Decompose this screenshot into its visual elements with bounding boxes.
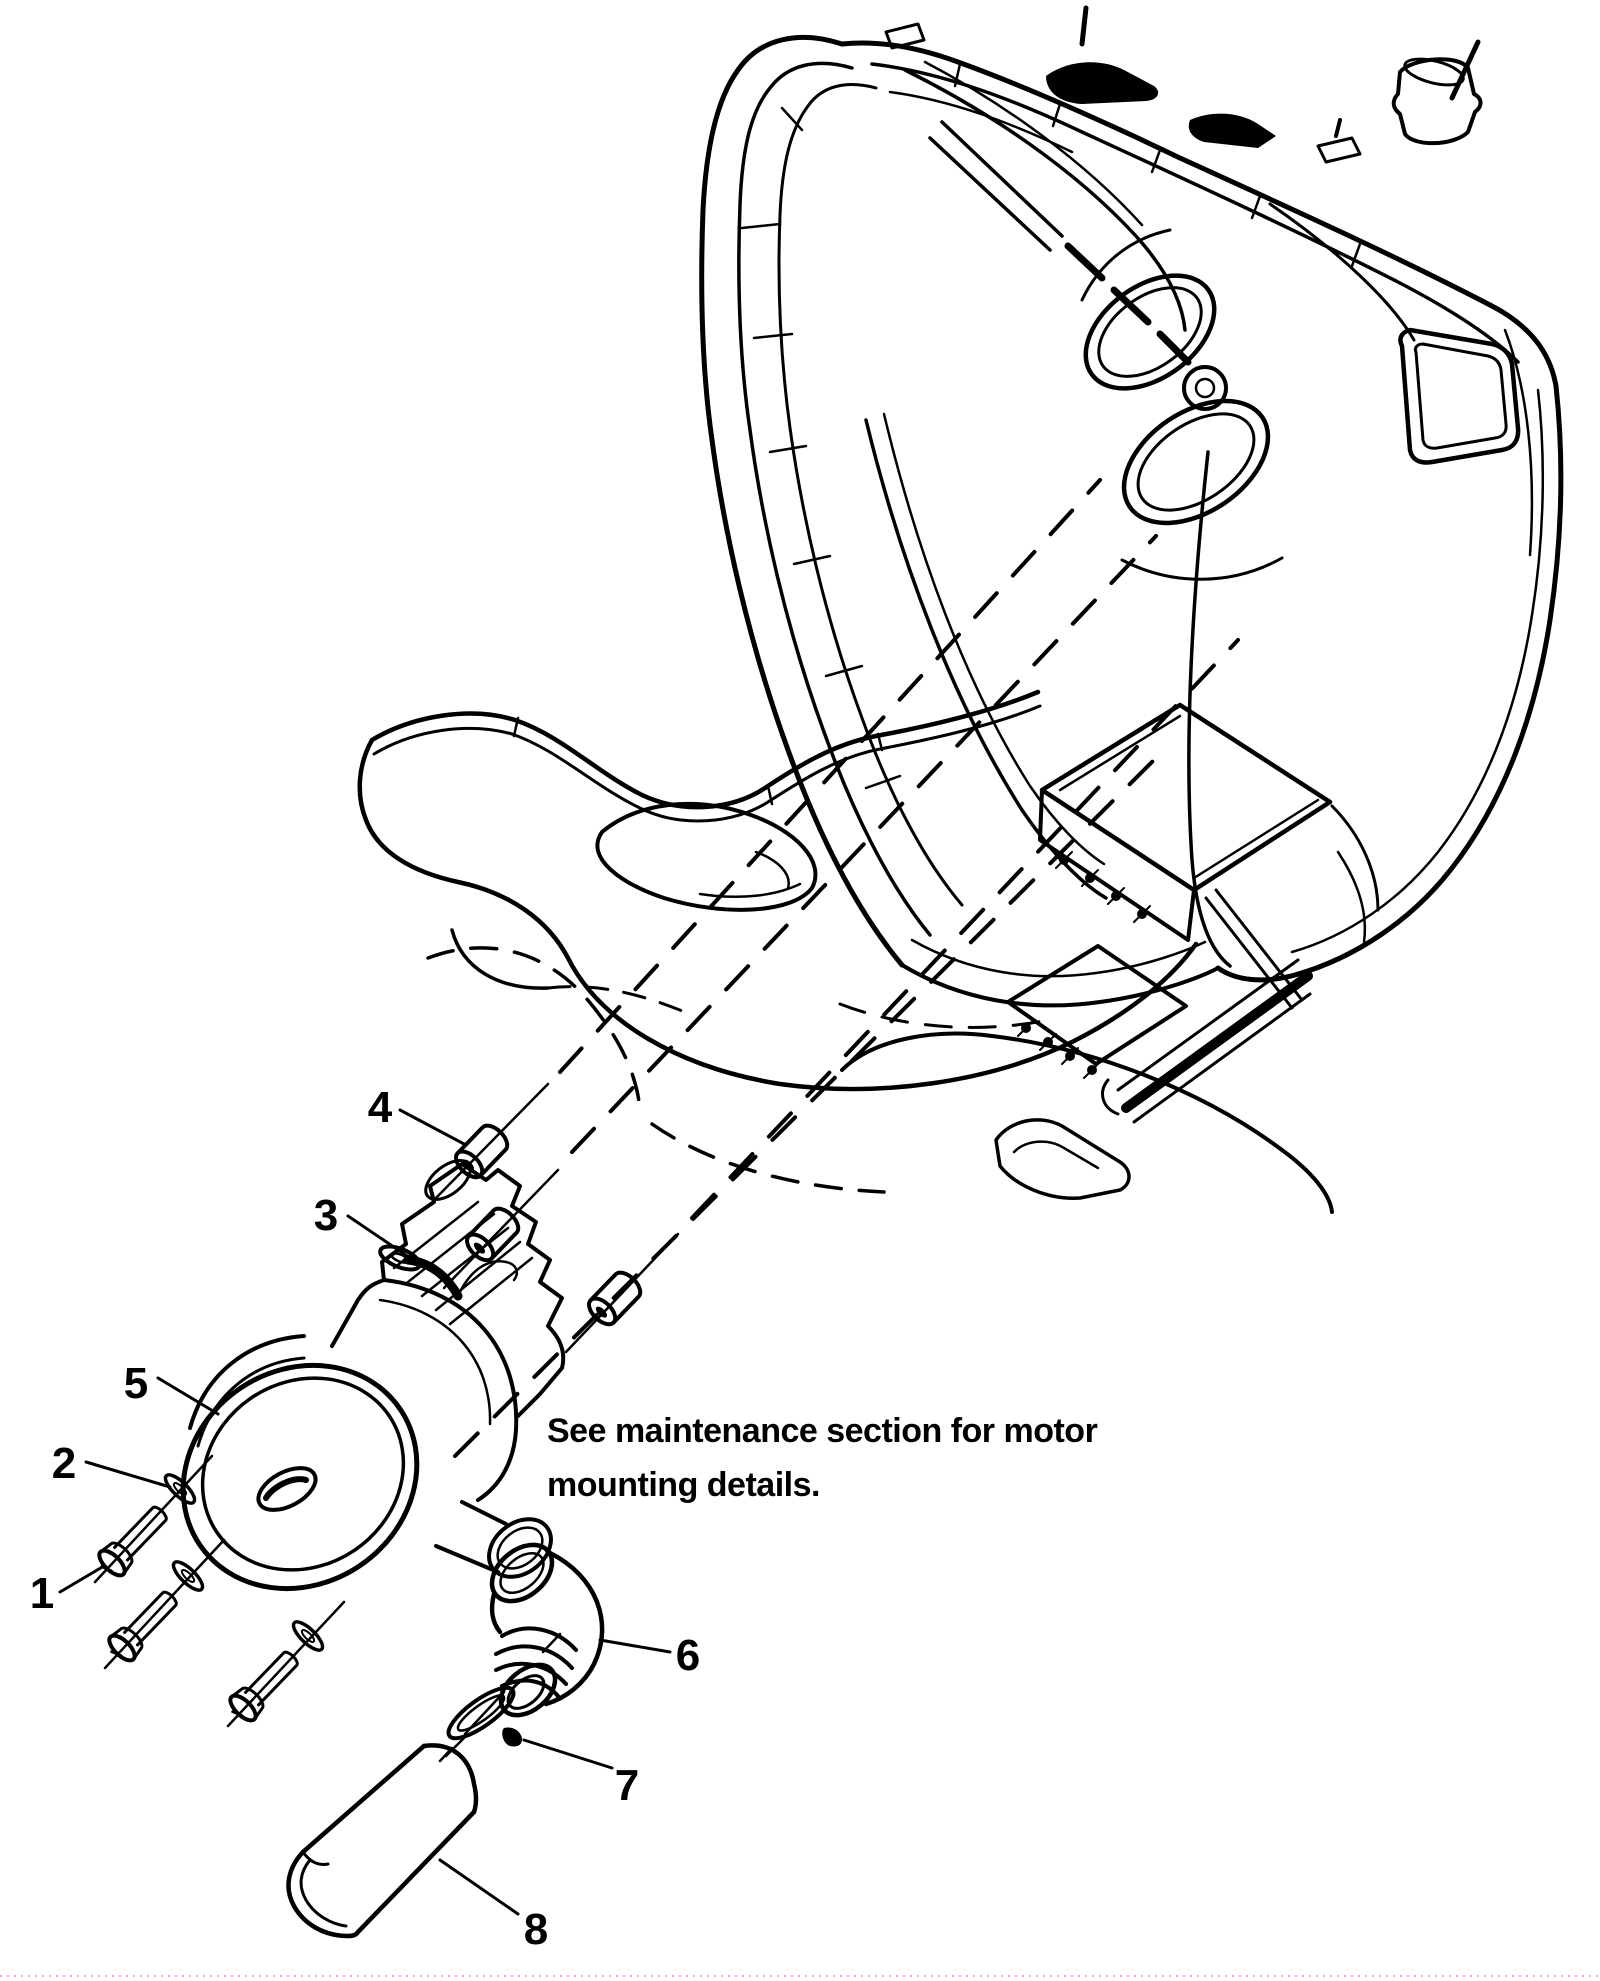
maintenance-note — [547, 1412, 1098, 1504]
callout-leaders — [60, 1110, 670, 1914]
machine-body — [360, 8, 1561, 1212]
note-line-1: See maintenance section for motor — [547, 1412, 1098, 1450]
projection-line — [560, 480, 1100, 1072]
deck — [360, 692, 1332, 1212]
control-knob-icon — [1189, 114, 1276, 148]
handle-opening — [1400, 330, 1518, 463]
callout-4-label: 4 — [367, 1083, 393, 1132]
callout-5-label: 5 — [123, 1359, 149, 1408]
foam-sleeve — [288, 1745, 475, 1936]
callout-6-label: 6 — [675, 1631, 701, 1680]
callout-8-leader — [440, 1860, 518, 1914]
callout-numbers — [30, 1083, 700, 1954]
projection-line — [455, 756, 1158, 1456]
callout-2-leader — [86, 1462, 170, 1487]
callout-7-label: 7 — [614, 1761, 640, 1810]
callout-4-leader — [400, 1110, 464, 1144]
note-line-2: mounting details. — [547, 1466, 820, 1504]
callout-5-leader — [158, 1378, 218, 1414]
callout-7-leader — [524, 1740, 612, 1768]
callout-3-label: 3 — [313, 1191, 339, 1240]
motor-recess — [1065, 230, 1291, 966]
control-panel — [872, 8, 1518, 362]
body-right-edge — [1218, 386, 1561, 980]
body-lid — [702, 37, 1561, 1005]
callout-6-leader — [600, 1640, 670, 1652]
lower-bracket — [996, 1120, 1129, 1198]
callout-2-label: 2 — [51, 1439, 77, 1488]
projection-line — [692, 640, 1238, 1218]
motor-hub — [252, 1459, 323, 1518]
hinge-bracket — [1008, 705, 1378, 1078]
callout-8-label: 8 — [523, 1905, 549, 1954]
washer — [289, 1618, 326, 1654]
control-lever-icon — [1046, 62, 1158, 104]
callout-1-label: 1 — [29, 1569, 55, 1618]
mounting-screws — [94, 1500, 305, 1726]
